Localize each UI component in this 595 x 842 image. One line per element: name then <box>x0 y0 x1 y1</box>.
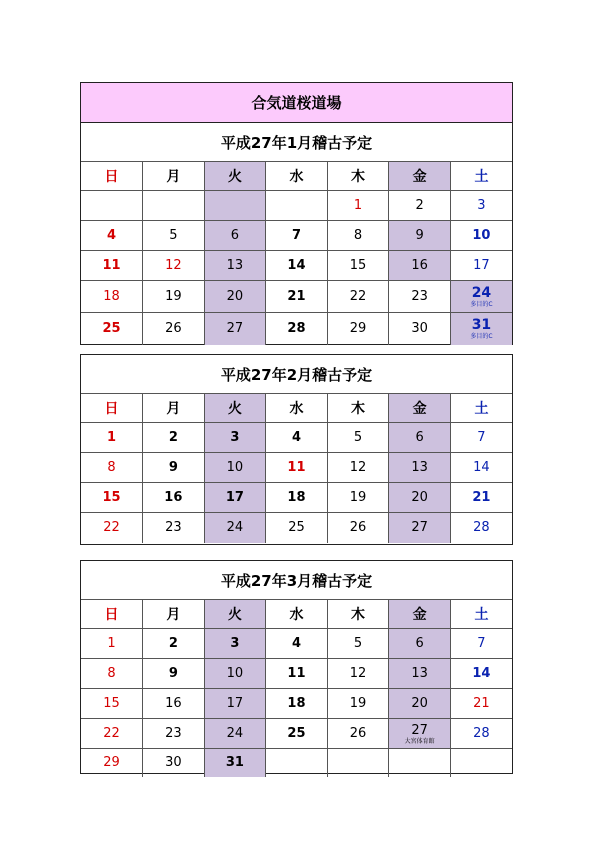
day-cell: 19 <box>143 281 205 313</box>
weekday-fri: 金 <box>389 600 451 629</box>
weekday-sat: 土 <box>450 600 512 629</box>
week-row <box>81 483 512 513</box>
weekday-mon: 月 <box>143 394 205 423</box>
week-row <box>81 423 512 453</box>
day-cell: 24 <box>204 719 266 749</box>
day-cell: 2 <box>389 191 451 221</box>
day-cell: 13 <box>204 251 266 281</box>
week-row <box>81 689 512 719</box>
day-cell: 3 <box>204 629 266 659</box>
day-cell: 11 <box>266 453 328 483</box>
day-cell: 27 <box>389 513 451 543</box>
day-cell: 19 <box>327 689 389 719</box>
week-row <box>81 221 512 251</box>
day-cell: 24 <box>204 513 266 543</box>
weekday-fri: 金 <box>389 162 451 191</box>
day-cell: 1 <box>327 191 389 221</box>
day-cell: 19 <box>327 483 389 513</box>
weekday-sun: 日 <box>81 600 143 629</box>
week-row <box>81 313 512 345</box>
day-cell-with-note <box>389 719 451 749</box>
day-cell: 5 <box>143 221 205 251</box>
venue-note: 多目的C <box>470 301 493 308</box>
day-number: 31 <box>471 317 492 334</box>
calendar-january <box>80 122 513 345</box>
weekday-wed: 水 <box>266 394 328 423</box>
day-cell: 7 <box>266 221 328 251</box>
week-row <box>81 281 512 313</box>
day-cell: 22 <box>327 281 389 313</box>
day-cell: 3 <box>450 191 512 221</box>
day-cell: 16 <box>389 251 451 281</box>
day-cell <box>450 749 512 777</box>
day-cell-with-note <box>450 281 512 313</box>
weekday-tue: 火 <box>204 600 266 629</box>
day-cell: 12 <box>327 659 389 689</box>
day-cell: 4 <box>81 221 143 251</box>
weekday-mon: 月 <box>143 162 205 191</box>
dojo-name: 合気道桜道場 <box>81 83 512 122</box>
day-cell: 23 <box>143 513 205 543</box>
day-cell: 18 <box>266 689 328 719</box>
week-row <box>81 659 512 689</box>
day-cell: 1 <box>81 423 143 453</box>
day-cell: 15 <box>327 251 389 281</box>
day-cell: 14 <box>450 659 512 689</box>
day-cell: 17 <box>204 483 266 513</box>
day-cell: 23 <box>143 719 205 749</box>
day-cell: 11 <box>266 659 328 689</box>
day-cell: 8 <box>327 221 389 251</box>
day-cell: 22 <box>81 719 143 749</box>
day-cell <box>266 749 328 777</box>
day-cell <box>327 749 389 777</box>
day-cell: 11 <box>81 251 143 281</box>
calendar-march <box>80 560 513 774</box>
day-cell: 25 <box>266 719 328 749</box>
day-cell: 10 <box>204 659 266 689</box>
day-cell: 26 <box>327 513 389 543</box>
week-row <box>81 749 512 777</box>
calendar-title-march: 平成27年3月稽古予定 <box>81 561 512 600</box>
day-cell: 16 <box>143 689 205 719</box>
week-row <box>81 191 512 221</box>
day-cell: 26 <box>327 719 389 749</box>
day-cell: 8 <box>81 659 143 689</box>
day-cell: 2 <box>143 423 205 453</box>
day-cell: 13 <box>389 453 451 483</box>
day-cell: 6 <box>389 629 451 659</box>
day-number: 24 <box>471 285 492 301</box>
venue-note: 多目的C <box>470 333 493 341</box>
day-cell: 1 <box>81 629 143 659</box>
day-cell: 17 <box>450 251 512 281</box>
day-cell: 18 <box>81 281 143 313</box>
day-cell: 16 <box>143 483 205 513</box>
day-cell: 28 <box>266 313 328 345</box>
day-cell: 4 <box>266 629 328 659</box>
day-cell <box>81 191 143 221</box>
weekday-wed: 水 <box>266 162 328 191</box>
day-cell: 21 <box>450 483 512 513</box>
day-cell: 10 <box>204 453 266 483</box>
calendar-title-january: 平成27年1月稽古予定 <box>81 123 512 162</box>
day-cell: 9 <box>143 659 205 689</box>
calendar-title-february: 平成27年2月稽古予定 <box>81 355 512 394</box>
day-cell: 10 <box>450 221 512 251</box>
day-cell: 29 <box>327 313 389 345</box>
day-cell: 22 <box>81 513 143 543</box>
day-cell: 29 <box>81 749 143 777</box>
day-cell: 5 <box>327 629 389 659</box>
day-cell: 15 <box>81 483 143 513</box>
weekday-sun: 日 <box>81 394 143 423</box>
venue-note: 大宮体育館 <box>404 737 435 745</box>
day-cell: 26 <box>143 313 205 345</box>
day-cell: 12 <box>143 251 205 281</box>
day-cell: 9 <box>143 453 205 483</box>
day-cell: 3 <box>204 423 266 453</box>
calendar-grid-march <box>81 600 512 777</box>
weekday-thu: 木 <box>327 600 389 629</box>
weekday-fri: 金 <box>389 394 451 423</box>
day-cell: 14 <box>450 453 512 483</box>
dojo-header <box>80 82 513 123</box>
day-cell: 12 <box>327 453 389 483</box>
day-cell: 27 <box>204 313 266 345</box>
calendar-grid-february <box>81 394 512 543</box>
weekday-mon: 月 <box>143 600 205 629</box>
day-cell <box>204 191 266 221</box>
weekday-sat: 土 <box>450 162 512 191</box>
day-number: 27 <box>411 722 428 738</box>
day-cell: 21 <box>450 689 512 719</box>
day-cell: 8 <box>81 453 143 483</box>
weekday-tue: 火 <box>204 394 266 423</box>
day-cell: 4 <box>266 423 328 453</box>
week-row <box>81 513 512 543</box>
weekday-thu: 木 <box>327 394 389 423</box>
week-row <box>81 629 512 659</box>
day-cell: 6 <box>389 423 451 453</box>
day-cell: 15 <box>81 689 143 719</box>
day-cell: 30 <box>143 749 205 777</box>
day-cell <box>143 191 205 221</box>
day-cell: 25 <box>81 313 143 345</box>
weekday-header-row <box>81 162 512 191</box>
day-cell: 30 <box>389 313 451 345</box>
day-cell <box>266 191 328 221</box>
day-cell: 23 <box>389 281 451 313</box>
weekday-tue: 火 <box>204 162 266 191</box>
day-cell: 25 <box>266 513 328 543</box>
day-cell: 21 <box>266 281 328 313</box>
day-cell: 28 <box>450 719 512 749</box>
weekday-sat: 土 <box>450 394 512 423</box>
day-cell: 2 <box>143 629 205 659</box>
weekday-thu: 木 <box>327 162 389 191</box>
day-cell: 31 <box>204 749 266 777</box>
day-cell: 7 <box>450 629 512 659</box>
day-cell: 20 <box>204 281 266 313</box>
day-cell: 14 <box>266 251 328 281</box>
calendar-february <box>80 354 513 545</box>
weekday-sun: 日 <box>81 162 143 191</box>
week-row <box>81 453 512 483</box>
day-cell-with-note <box>450 313 512 345</box>
day-cell: 20 <box>389 689 451 719</box>
week-row <box>81 251 512 281</box>
weekday-header-row <box>81 600 512 629</box>
day-cell: 20 <box>389 483 451 513</box>
weekday-header-row <box>81 394 512 423</box>
day-cell: 28 <box>450 513 512 543</box>
day-cell: 18 <box>266 483 328 513</box>
day-cell: 5 <box>327 423 389 453</box>
day-cell <box>389 749 451 777</box>
day-cell: 17 <box>204 689 266 719</box>
day-cell: 13 <box>389 659 451 689</box>
day-cell: 7 <box>450 423 512 453</box>
calendar-grid-january <box>81 162 512 345</box>
week-row <box>81 719 512 749</box>
weekday-wed: 水 <box>266 600 328 629</box>
day-cell: 6 <box>204 221 266 251</box>
day-cell: 9 <box>389 221 451 251</box>
